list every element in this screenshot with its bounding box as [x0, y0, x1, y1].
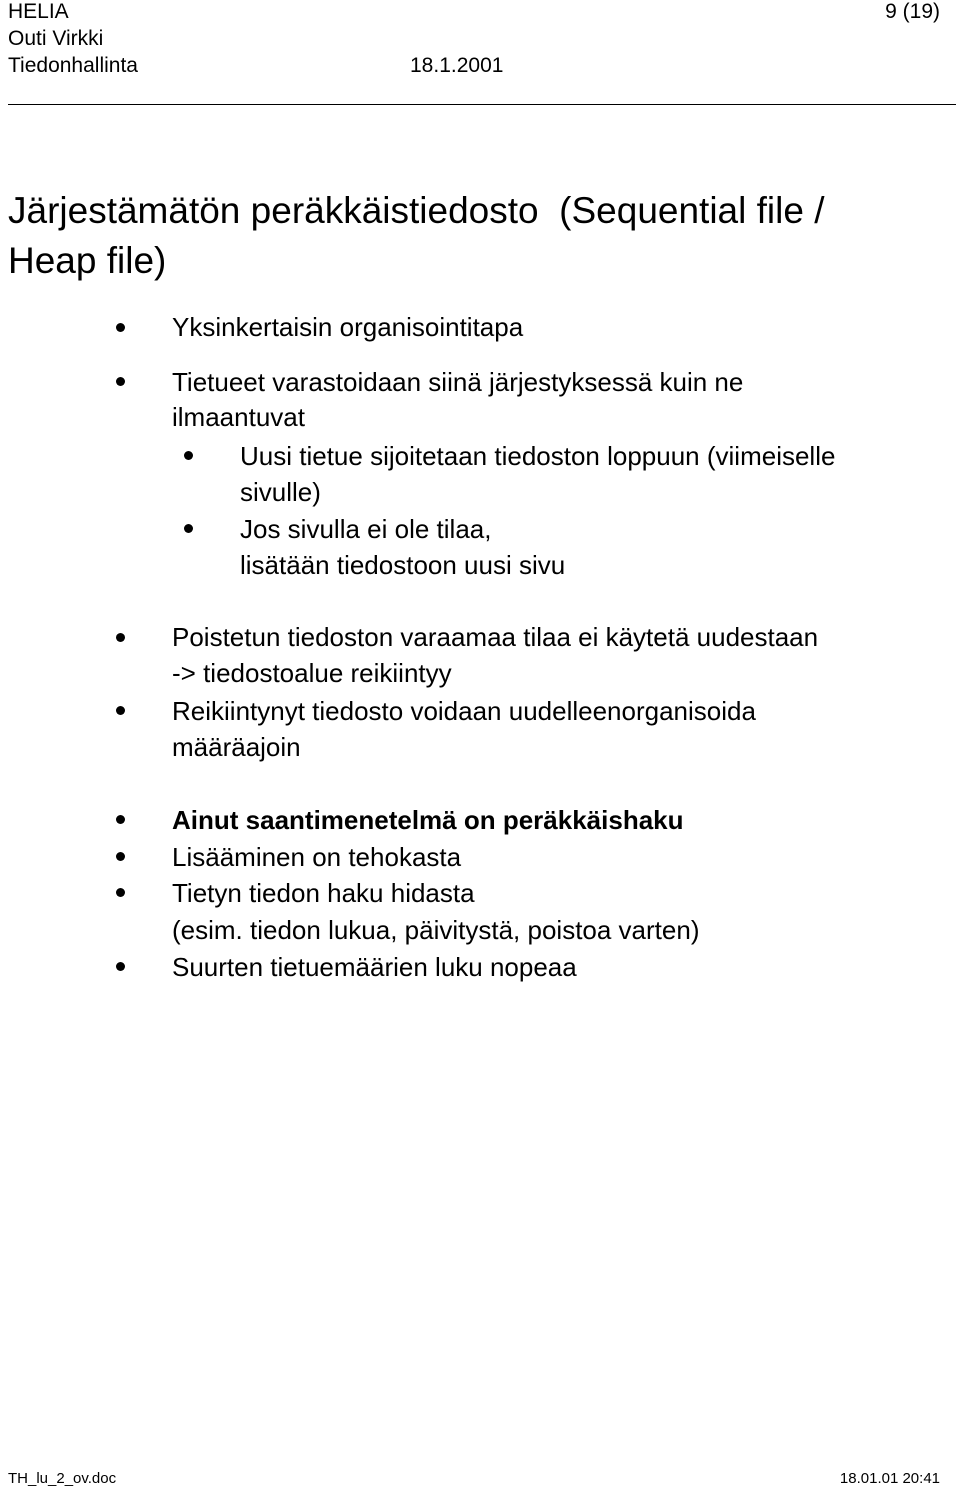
bullet-item-continuation: määräajoin	[172, 732, 301, 762]
bullet-item-emphasis: Ainut saantimenetelmä on peräkkäishaku	[172, 805, 684, 835]
header-date: 18.1.2001	[410, 54, 504, 77]
bullet-item: Lisääminen on tehokasta	[172, 842, 462, 872]
bullet-icon	[116, 888, 125, 897]
header-divider	[8, 104, 956, 105]
sub-bullet-item-continuation: sivulle)	[240, 477, 321, 507]
page-title-line-1: Järjestämätön peräkkäistiedosto (Sequential file /	[8, 190, 825, 231]
header-author: Outi Virkki	[8, 27, 104, 50]
footer-timestamp: 18.01.01 20:41	[839, 1470, 940, 1487]
sub-bullet-icon	[184, 451, 193, 460]
header-org: HELIA	[8, 0, 69, 23]
header-subject: Tiedonhallinta	[8, 54, 138, 77]
bullet-item: Yksinkertaisin organisointitapa	[172, 312, 524, 342]
bullet-item: Suurten tietuemäärien luku nopeaa	[172, 952, 577, 982]
bullet-icon	[116, 706, 125, 715]
page-title-line-2: Heap file)	[8, 240, 167, 281]
bullet-icon	[116, 815, 125, 824]
bullet-item: Poistetun tiedoston varaamaa tilaa ei käytetä uudestaan	[172, 622, 819, 652]
bullet-item-continuation: -> tiedostoalue reikiintyy	[172, 658, 452, 688]
bullet-icon	[116, 852, 125, 861]
sub-bullet-item: Uusi tietue sijoitetaan tiedoston loppuun (viimeiselle	[240, 441, 836, 471]
sub-bullet-item-continuation: lisätään tiedostoon uusi sivu	[240, 550, 566, 580]
bullet-icon	[116, 377, 125, 386]
sub-bullet-icon	[184, 524, 193, 533]
bullet-item-continuation: ilmaantuvat	[172, 402, 305, 432]
bullet-item: Tietyn tiedon haku hidasta	[172, 878, 475, 908]
sub-bullet-item: Jos sivulla ei ole tilaa,	[240, 514, 492, 544]
bullet-icon	[116, 962, 125, 971]
page-title	[8, 186, 825, 286]
bullet-item-continuation: (esim. tiedon lukua, päivitystä, poistoa varten)	[172, 915, 700, 945]
footer-filename: TH_lu_2_ov.doc	[8, 1470, 117, 1487]
bullet-icon	[116, 323, 125, 332]
bullet-item: Reikiintynyt tiedosto voidaan uudelleenorganisoida	[172, 696, 756, 726]
page-number: 9 (19)	[885, 0, 940, 23]
bullet-icon	[116, 633, 125, 642]
bullet-item: Tietueet varastoidaan siinä järjestyksessä kuin ne	[172, 367, 744, 397]
